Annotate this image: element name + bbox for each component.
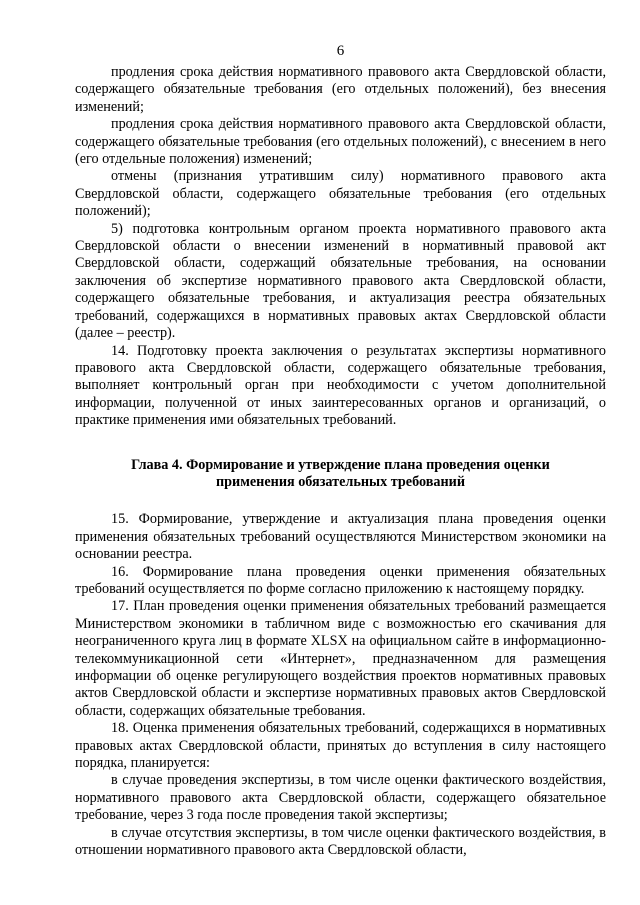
chapter-heading-line1: Глава 4. Формирование и утверждение плана проведения оценки (131, 456, 550, 473)
paragraph: 15. Формирование, утверждение и актуализация плана проведения оценки применения обязательных требований осуществляются Министерством экономики на основании реестра. (75, 511, 606, 563)
paragraph: в случае отсутствия экспертизы, в том числе оценки фактического воздействия, в отношении нормативного правового акта Свердловской области, (75, 824, 606, 859)
paragraph: продления срока действия нормативного правового акта Свердловской области, содержащего обязательные требования (его отдельных положений), без внесения изменений; (75, 64, 606, 115)
chapter-heading (75, 457, 606, 492)
paragraph: 5) подготовка контрольным органом проекта нормативного правового акта Свердловской области о внесении изменений в нормативный правовой акт Свердловской области, содержащий обязательные требования, на основании заключения об экспертизе нормативного правового акта Свердловской области, содержащего обязательные требования, и актуализация реестра обязательных требований, содержащихся в нормативных правовых актах Свердловской области (далее – реестр). (75, 220, 606, 342)
document-body (75, 64, 606, 859)
page-number: 6 (336, 43, 345, 59)
paragraph: 18. Оценка применения обязательных требований, содержащихся в нормативных правовых актах Свердловской области, принятых до вступления в силу настоящего порядка, планируется: (75, 720, 606, 772)
paragraph: отмены (признания утратившим силу) нормативного правового акта Свердловской области, содержащего обязательные требования (его отдельных положений); (75, 168, 606, 220)
paragraph: продления срока действия нормативного правового акта Свердловской области, содержащего обязательные требования (его отдельных положений), с внесением в него (его отдельные положения) изменений; (75, 116, 606, 168)
paragraph: 14. Подготовку проекта заключения о результатах экспертизы нормативного правового акта Свердловской области, содержащего обязательные требования, выполняет контрольный орган при необходимости с учетом дополнительной информации, полученной от иных заинтересованных органов и организаций, о практике применения ими обязательных требований. (75, 342, 606, 429)
paragraph: в случае проведения экспертизы, в том числе оценки фактического воздействия, нормативного правового акта Свердловской области, содержащего обязательное требование, через 3 года после проведения такой экспертизы; (75, 772, 606, 824)
paragraph: 17. План проведения оценки применения обязательных требований размещается Министерством экономики в табличном виде с возможностью его скачивания для неограниченного круга лиц в формате XLSX на официальном сайте в информационно-телекоммуникационной сети «Интернет», предназначенном для размещения информации об оценке регулирующего воздействия проектов нормативных правовых актов Свердловской области и экспертизе нормативных правовых актов Свердловской области, содержащих обязательные требования. (75, 598, 606, 719)
paragraph: 16. Формирование плана проведения оценки применения обязательных требований осуществляется по форме согласно приложению к настоящему порядку. (75, 563, 606, 597)
chapter-heading-line2: применения обязательных требований (215, 473, 466, 490)
